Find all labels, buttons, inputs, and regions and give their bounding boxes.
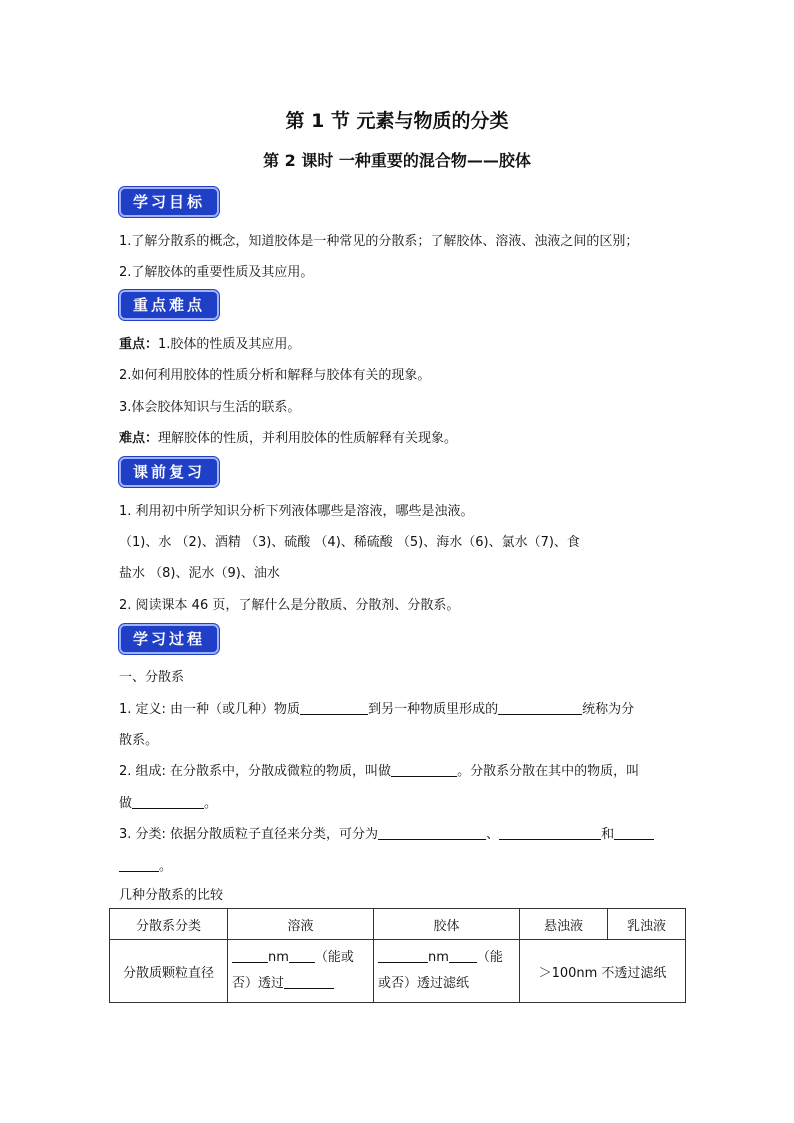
blank-field[interactable]	[614, 839, 654, 840]
composition-text-a: 2. 组成: 在分散系中，分散成微粒的物质，叫做	[119, 764, 392, 779]
table-header-cell: 悬浊液	[520, 909, 608, 940]
table-header-row	[110, 909, 686, 940]
blank-field[interactable]	[284, 988, 334, 989]
hard-label: 难点：	[119, 431, 159, 446]
solution-text-a: nm	[268, 950, 289, 965]
classification-text-c: 和	[601, 827, 615, 842]
review-question-2: 2. 阅读课本 46 页，了解什么是分散质、分散剂、分散系。	[119, 598, 460, 613]
solution-text-b: （能或	[314, 950, 354, 965]
classification-text-b: 、	[486, 827, 500, 842]
blank-field[interactable]	[378, 962, 428, 963]
definition-text-b: 到另一种物质里形成的	[368, 702, 499, 717]
process-badge: 学习过程	[119, 624, 219, 654]
dispersion-comparison-table	[109, 908, 686, 1003]
table-caption: 几种分散系的比较	[119, 888, 224, 903]
colloid-text-b: （能	[476, 950, 503, 965]
objective-item-2: 2.了解胶体的重要性质及其应用。	[119, 265, 314, 280]
definition-line-1	[119, 698, 679, 717]
page-title: 第 1 节 元素与物质的分类	[285, 110, 509, 132]
table-header-cell: 溶液	[228, 909, 374, 940]
review-question-1: 1. 利用初中所学知识分析下列液体哪些是溶液，哪些是浊液。	[119, 504, 474, 519]
blank-field[interactable]	[499, 839, 601, 840]
row-label-cell: 分散质颗粒直径	[110, 940, 228, 1003]
solution-text-c: 否）透过	[232, 976, 285, 991]
definition-text-a: 1. 定义: 由一种（或几种）物质	[119, 702, 301, 717]
page-subtitle: 第 2 课时 一种重要的混合物——胶体	[263, 151, 531, 170]
colloid-text-a: nm	[428, 950, 449, 965]
definition-text-c: 统称为分	[582, 702, 635, 717]
blank-field[interactable]	[119, 871, 159, 872]
suspension-emulsion-cell: ＞100nm 不透过滤纸	[520, 940, 686, 1003]
review-list-line-1: （1)、水 （2)、酒精 （3)、硫酸 （4)、稀硫酸 （5)、海水（6)、氯水（7)、食	[119, 535, 580, 550]
objective-item-1: 1.了解分散系的概念，知道胶体是一种常见的分散系；了解胶体、溶液、浊液之间的区别；	[119, 234, 639, 249]
composition-text-d: 。	[204, 796, 218, 811]
blank-field[interactable]	[132, 808, 204, 809]
table-header-cell: 乳浊液	[608, 909, 686, 940]
composition-line-2	[119, 792, 679, 811]
dispersion-heading: 一、分散系	[119, 670, 185, 685]
blank-field[interactable]	[498, 714, 582, 715]
composition-text-b: 。分散系分散在其中的物质，叫	[457, 764, 640, 779]
blank-field[interactable]	[232, 962, 268, 963]
key-point-3: 3.体会胶体知识与生活的联系。	[119, 400, 301, 415]
classification-text-a: 3. 分类: 依据分散质粒子直径来分类，可分为	[119, 827, 379, 842]
keypoints-badge: 重点难点	[119, 290, 219, 320]
table-header-cell: 分散系分类	[110, 909, 228, 940]
key-point-2: 2.如何利用胶体的性质分析和解释与胶体有关的现象。	[119, 368, 431, 383]
review-badge: 课前复习	[119, 457, 219, 487]
colloid-cell	[374, 940, 520, 1003]
blank-field[interactable]	[289, 962, 315, 963]
composition-text-c: 做	[119, 796, 133, 811]
table-header-cell: 胶体	[374, 909, 520, 940]
blank-field[interactable]	[449, 962, 477, 963]
review-list-line-2: 盐水 （8)、泥水（9)、油水	[119, 566, 280, 581]
key-label: 重点：	[119, 337, 159, 352]
blank-field[interactable]	[391, 776, 457, 777]
composition-line-1	[119, 760, 679, 779]
table-row	[110, 940, 686, 1003]
classification-line-1	[119, 823, 679, 842]
hard-text: 理解胶体的性质，并利用胶体的性质解释有关现象。	[158, 431, 458, 446]
objectives-badge: 学习目标	[119, 187, 219, 217]
key-point-1	[119, 333, 679, 352]
solution-cell	[228, 940, 374, 1003]
colloid-text-c: 或否）透过滤纸	[378, 976, 470, 991]
hard-point	[119, 427, 679, 446]
key-text-1: 1.胶体的性质及其应用。	[158, 337, 301, 352]
classification-text-d: 。	[159, 859, 173, 874]
classification-line-2	[119, 855, 679, 874]
definition-line-2: 散系。	[119, 733, 159, 748]
blank-field[interactable]	[378, 839, 486, 840]
blank-field[interactable]	[300, 714, 368, 715]
